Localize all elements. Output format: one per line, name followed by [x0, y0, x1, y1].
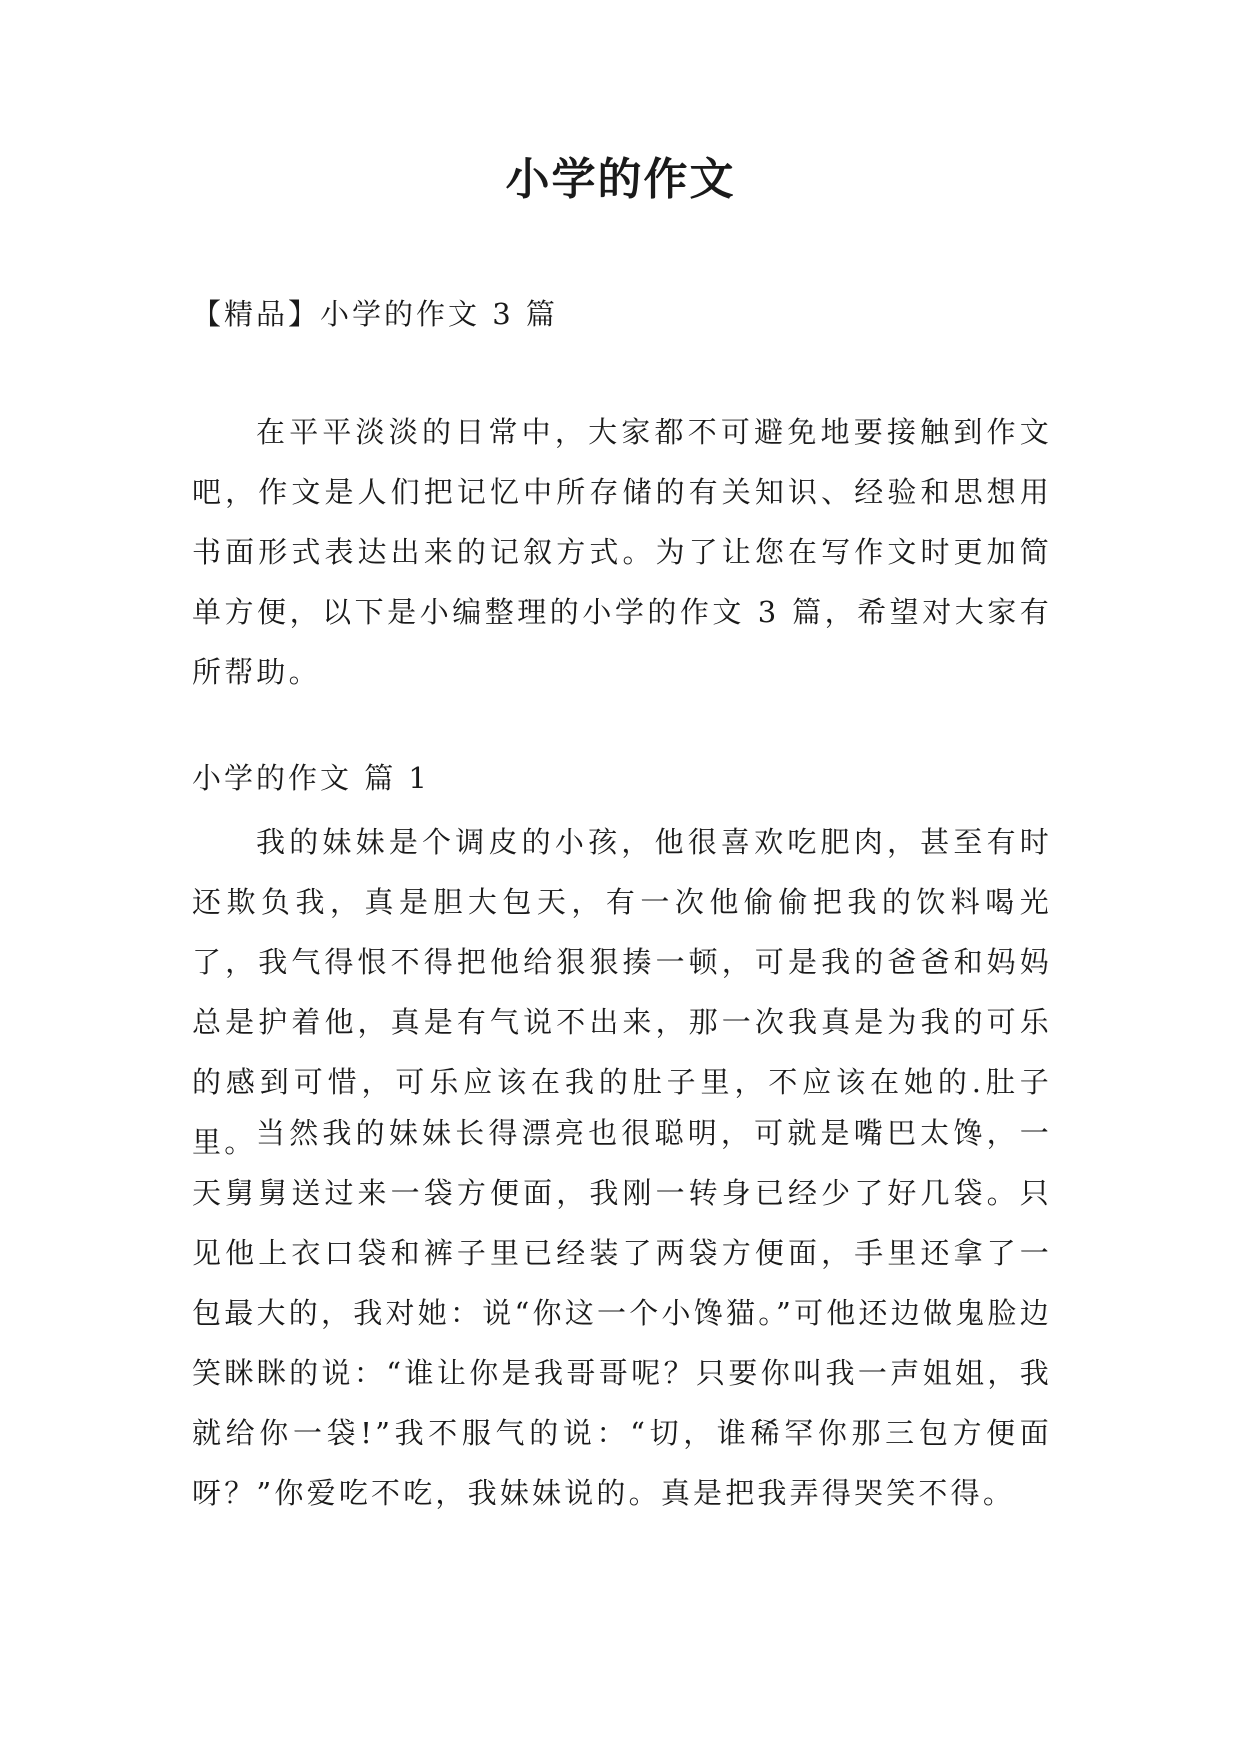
body-paragraph-1: 我的妹妹是个调皮的小孩，他很喜欢吃肥肉，甚至有时还欺负我，真是胆大包天，有一次他偷偷把我的饮料喝光了，我气得恨不得把他给狠狠揍一顿，可是我的爸爸和妈妈总是护着他，真是有气说不出来，那一次我真是为我的可乐的感到可惜，可乐应该在我的肚子里，不应该在她的.肚子里。 [192, 825, 1052, 1159]
section-heading: 小学的作文 篇 1 [192, 761, 430, 795]
document-title: 小学的作文 [505, 154, 736, 205]
intro-paragraph: 在平平淡淡的日常中，大家都不可避免地要接触到作文吧，作文是人们把记忆中所存储的有关知识、经验和思想用书面形式表达出来的记叙方式。为了让您在写作文时更加简单方便，以下是小编整理的小学的作文 3 篇，希望对大家有所帮助。 [192, 415, 1052, 689]
body-paragraph-2: 当然我的妹妹长得漂亮也很聪明，可就是嘴巴太馋，一天舅舅送过来一袋方便面，我刚一转身已经少了好几袋。只见他上衣口袋和裤子里已经装了两袋方便面，手里还拿了一包最大的，我对她：说“你这一个小馋猫。”可他还边做鬼脸边笑眯眯的说：“谁让你是我哥哥呢？只要你叫我一声姐姐，我就给你一袋!”我不服气的说：“切，谁稀罕你那三包方便面呀？”你爱吃不吃，我妹妹说的。真是把我弄得哭笑不得。 [192, 1116, 1052, 1510]
document-subtitle: 【精品】小学的作文 3 篇 [192, 297, 558, 331]
